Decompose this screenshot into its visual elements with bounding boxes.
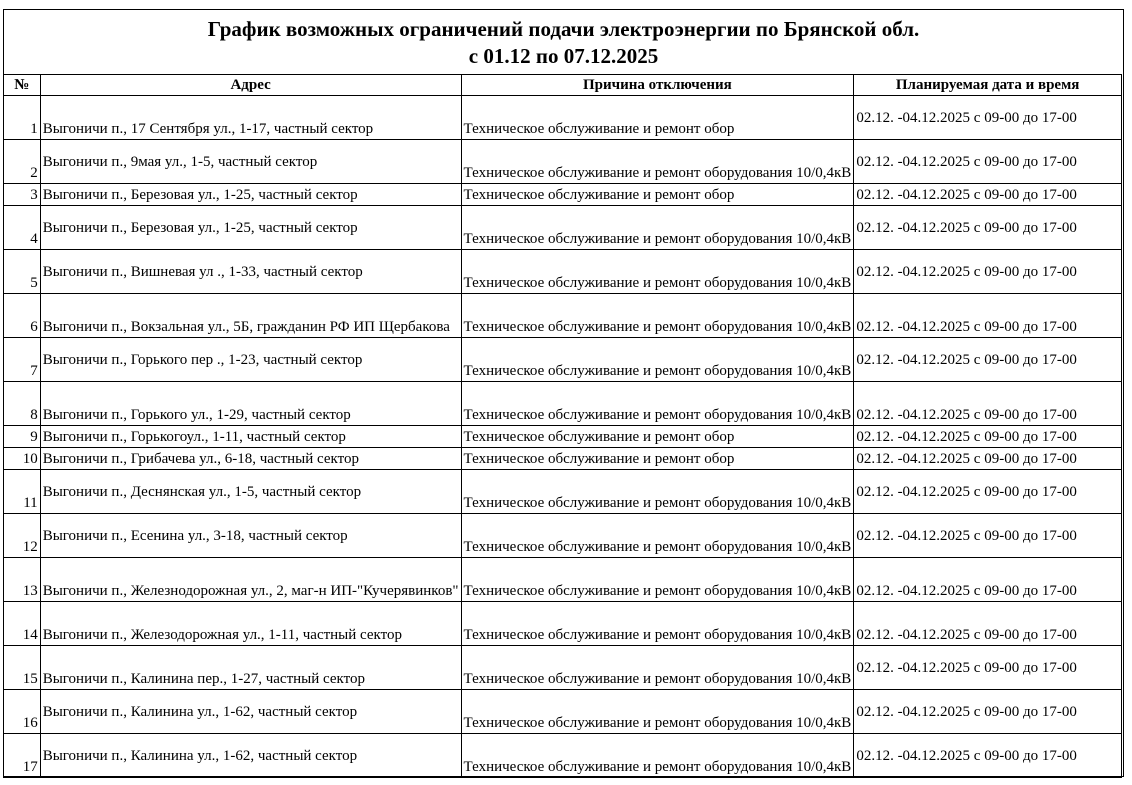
row-num: 16 <box>4 690 41 734</box>
row-num: 5 <box>4 250 41 294</box>
row-reason: Техническое обслуживание и ремонт обор <box>461 448 854 470</box>
row-address: Выгоничи п., Вишневая ул ., 1-33, частный сектор <box>40 250 461 294</box>
row-num: 3 <box>4 184 41 206</box>
row-address: Выгоничи п., 9мая ул., 1-5, частный сектор <box>40 140 461 184</box>
row-address: Выгоничи п., Калинина ул., 1-62, частный сектор <box>40 734 461 778</box>
row-address: Выгоничи п., Деснянская ул., 1-5, частный сектор <box>40 470 461 514</box>
table-row <box>4 206 1122 250</box>
row-datetime: 02.12. -04.12.2025 с 09-00 до 17-00 <box>854 184 1122 206</box>
row-datetime: 02.12. -04.12.2025 с 09-00 до 17-00 <box>854 294 1122 338</box>
row-reason: Техническое обслуживание и ремонт оборудования 10/0,4кВ <box>461 646 854 690</box>
header-datetime: Планируемая дата и время <box>854 75 1122 96</box>
row-num: 11 <box>4 470 41 514</box>
row-num: 17 <box>4 734 41 778</box>
row-reason: Техническое обслуживание и ремонт оборудования 10/0,4кВ <box>461 514 854 558</box>
row-datetime: 02.12. -04.12.2025 с 09-00 до 17-00 <box>854 690 1122 734</box>
table-row <box>4 470 1122 514</box>
row-datetime: 02.12. -04.12.2025 с 09-00 до 17-00 <box>854 602 1122 646</box>
row-num: 15 <box>4 646 41 690</box>
table-row <box>4 338 1122 382</box>
header-num: № <box>4 75 41 96</box>
row-address: Выгоничи п., 17 Сентября ул., 1-17, частный сектор <box>40 96 461 140</box>
row-num: 4 <box>4 206 41 250</box>
document-title <box>4 10 1123 74</box>
row-num: 12 <box>4 514 41 558</box>
row-datetime: 02.12. -04.12.2025 с 09-00 до 17-00 <box>854 250 1122 294</box>
table-row <box>4 734 1122 778</box>
row-address: Выгоничи п., Железнодорожная ул., 2, маг-н ИП-"Кучерявинков" <box>40 558 461 602</box>
row-datetime: 02.12. -04.12.2025 с 09-00 до 17-00 <box>854 558 1122 602</box>
row-address: Выгоничи п., Вокзальная ул., 5Б, гражданин РФ ИП Щербакова <box>40 294 461 338</box>
schedule-sheet <box>3 9 1124 777</box>
table-row <box>4 602 1122 646</box>
row-datetime: 02.12. -04.12.2025 с 09-00 до 17-00 <box>854 96 1122 140</box>
table-row <box>4 426 1122 448</box>
table-header-row <box>4 75 1122 96</box>
row-num: 8 <box>4 382 41 426</box>
row-reason: Техническое обслуживание и ремонт оборудования 10/0,4кВ <box>461 558 854 602</box>
row-reason: Техническое обслуживание и ремонт обор <box>461 96 854 140</box>
table-row <box>4 250 1122 294</box>
header-address: Адрес <box>40 75 461 96</box>
row-num: 10 <box>4 448 41 470</box>
row-address: Выгоничи п., Есенина ул., 3-18, частный сектор <box>40 514 461 558</box>
outage-table <box>3 74 1122 778</box>
row-address: Выгоничи п., Калинина ул., 1-62, частный сектор <box>40 690 461 734</box>
row-reason: Техническое обслуживание и ремонт оборудования 10/0,4кВ <box>461 140 854 184</box>
row-datetime: 02.12. -04.12.2025 с 09-00 до 17-00 <box>854 448 1122 470</box>
table-row <box>4 448 1122 470</box>
row-num: 7 <box>4 338 41 382</box>
row-reason: Техническое обслуживание и ремонт оборудования 10/0,4кВ <box>461 382 854 426</box>
row-reason: Техническое обслуживание и ремонт обор <box>461 184 854 206</box>
row-address: Выгоничи п., Грибачева ул., 6-18, частный сектор <box>40 448 461 470</box>
table-row <box>4 382 1122 426</box>
row-datetime: 02.12. -04.12.2025 с 09-00 до 17-00 <box>854 470 1122 514</box>
title-line-1: График возможных ограничений подачи электроэнергии по Брянской обл. <box>207 17 920 41</box>
row-address: Выгоничи п., Березовая ул., 1-25, частный сектор <box>40 206 461 250</box>
table-row <box>4 690 1122 734</box>
row-datetime: 02.12. -04.12.2025 с 09-00 до 17-00 <box>854 646 1122 690</box>
row-reason: Техническое обслуживание и ремонт оборудования 10/0,4кВ <box>461 294 854 338</box>
row-num: 2 <box>4 140 41 184</box>
row-datetime: 02.12. -04.12.2025 с 09-00 до 17-00 <box>854 734 1122 778</box>
row-num: 13 <box>4 558 41 602</box>
row-datetime: 02.12. -04.12.2025 с 09-00 до 17-00 <box>854 382 1122 426</box>
row-num: 6 <box>4 294 41 338</box>
table-row <box>4 140 1122 184</box>
row-address: Выгоничи п., Горького ул., 1-29, частный сектор <box>40 382 461 426</box>
row-num: 14 <box>4 602 41 646</box>
table-row <box>4 558 1122 602</box>
row-address: Выгоничи п., Березовая ул., 1-25, частный сектор <box>40 184 461 206</box>
row-reason: Техническое обслуживание и ремонт оборудования 10/0,4кВ <box>461 206 854 250</box>
row-address: Выгоничи п., Горького пер ., 1-23, частный сектор <box>40 338 461 382</box>
row-reason: Техническое обслуживание и ремонт оборудования 10/0,4кВ <box>461 470 854 514</box>
row-reason: Техническое обслуживание и ремонт оборудования 10/0,4кВ <box>461 690 854 734</box>
table-row <box>4 184 1122 206</box>
row-reason: Техническое обслуживание и ремонт оборудования 10/0,4кВ <box>461 734 854 778</box>
row-datetime: 02.12. -04.12.2025 с 09-00 до 17-00 <box>854 514 1122 558</box>
table-row <box>4 294 1122 338</box>
row-reason: Техническое обслуживание и ремонт обор <box>461 426 854 448</box>
row-num: 1 <box>4 96 41 140</box>
row-datetime: 02.12. -04.12.2025 с 09-00 до 17-00 <box>854 426 1122 448</box>
table-row <box>4 96 1122 140</box>
row-datetime: 02.12. -04.12.2025 с 09-00 до 17-00 <box>854 206 1122 250</box>
row-reason: Техническое обслуживание и ремонт оборудования 10/0,4кВ <box>461 250 854 294</box>
title-line-2: с 01.12 по 07.12.2025 <box>468 44 659 68</box>
row-address: Выгоничи п., Калинина пер., 1-27, частный сектор <box>40 646 461 690</box>
row-reason: Техническое обслуживание и ремонт оборудования 10/0,4кВ <box>461 602 854 646</box>
table-row <box>4 514 1122 558</box>
header-reason: Причина отключения <box>461 75 854 96</box>
row-datetime: 02.12. -04.12.2025 с 09-00 до 17-00 <box>854 140 1122 184</box>
table-row <box>4 646 1122 690</box>
row-address: Выгоничи п., Железодорожная ул., 1-11, частный сектор <box>40 602 461 646</box>
row-datetime: 02.12. -04.12.2025 с 09-00 до 17-00 <box>854 338 1122 382</box>
row-address: Выгоничи п., Горькогоул., 1-11, частный сектор <box>40 426 461 448</box>
row-num: 9 <box>4 426 41 448</box>
row-reason: Техническое обслуживание и ремонт оборудования 10/0,4кВ <box>461 338 854 382</box>
